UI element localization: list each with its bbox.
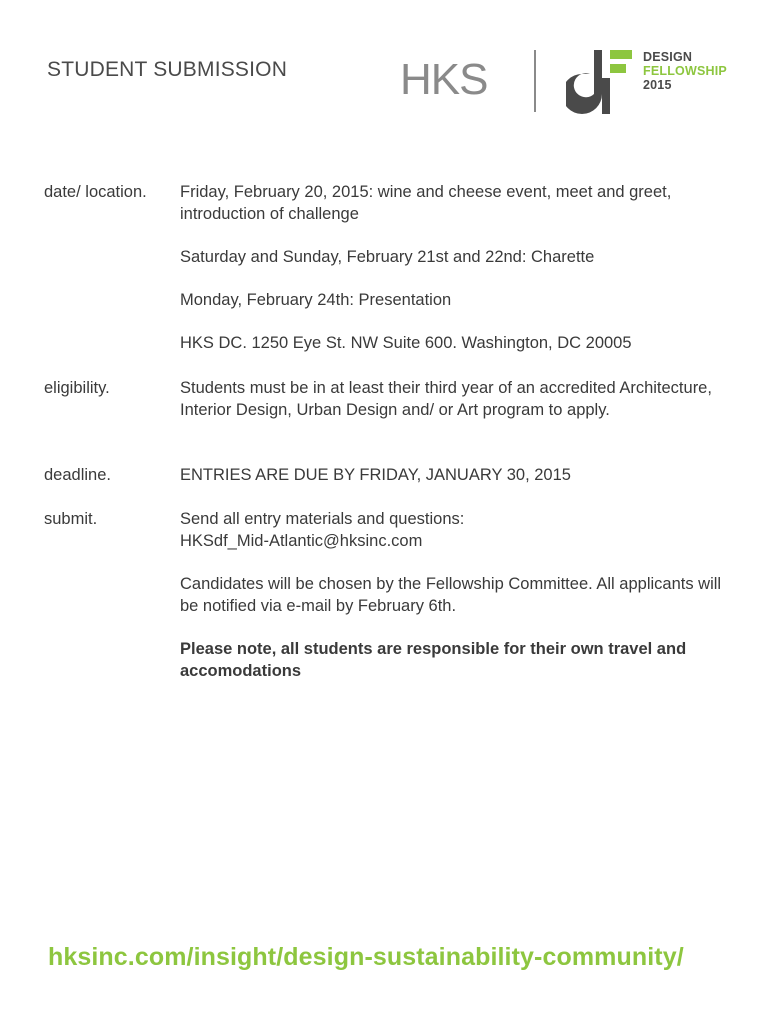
fellowship-line-fellowship: FELLOWSHIP xyxy=(643,64,727,78)
date-line-weekend: Saturday and Sunday, February 21st and 22nd: Charette xyxy=(180,248,595,266)
fellowship-line-design: DESIGN xyxy=(643,50,693,64)
logo-divider xyxy=(534,50,536,112)
travel-note: Please note, all students are responsible for their own travel and accomodations xyxy=(180,640,687,680)
date-location-content xyxy=(180,181,740,375)
eligibility-label: eligibility. xyxy=(44,379,110,397)
eligibility-content xyxy=(180,377,740,442)
submit-email-link[interactable]: HKSdf_Mid-Atlantic@hksinc.com xyxy=(180,532,423,550)
deadline-label: deadline. xyxy=(44,466,111,484)
submit-content xyxy=(180,508,740,703)
deadline-content xyxy=(180,464,740,507)
website-link[interactable]: hksinc.com/insight/design-sustainability-community/ xyxy=(48,943,684,971)
page-title: STUDENT SUBMISSION xyxy=(47,58,288,81)
selection-text: Candidates will be chosen by the Fellowship Committee. All applicants will be notified via e-mail by February 6th. xyxy=(180,575,722,615)
hks-logo: HKS xyxy=(400,55,488,104)
date-location-label: date/ location. xyxy=(44,183,147,201)
deadline-text: ENTRIES ARE DUE BY FRIDAY, JANUARY 30, 2015 xyxy=(180,466,571,484)
fellowship-wordmark xyxy=(643,50,727,92)
submit-label: submit. xyxy=(44,510,98,528)
submit-instructions xyxy=(180,508,740,552)
design-fellowship-logo-icon xyxy=(566,50,634,114)
date-line-monday: Monday, February 24th: Presentation xyxy=(180,291,452,309)
date-line-friday: Friday, February 20, 2015: wine and cheese event, meet and greet, introduction of challenge xyxy=(180,183,672,223)
eligibility-text: Students must be in at least their third year of an accredited Architecture, Interior Design, Urban Design and/ or Art program to apply. xyxy=(180,379,712,419)
fellowship-line-year: 2015 xyxy=(643,78,672,92)
submit-intro: Send all entry materials and questions: xyxy=(180,510,465,528)
location-address: HKS DC. 1250 Eye St. NW Suite 600. Washington, DC 20005 xyxy=(180,334,632,352)
